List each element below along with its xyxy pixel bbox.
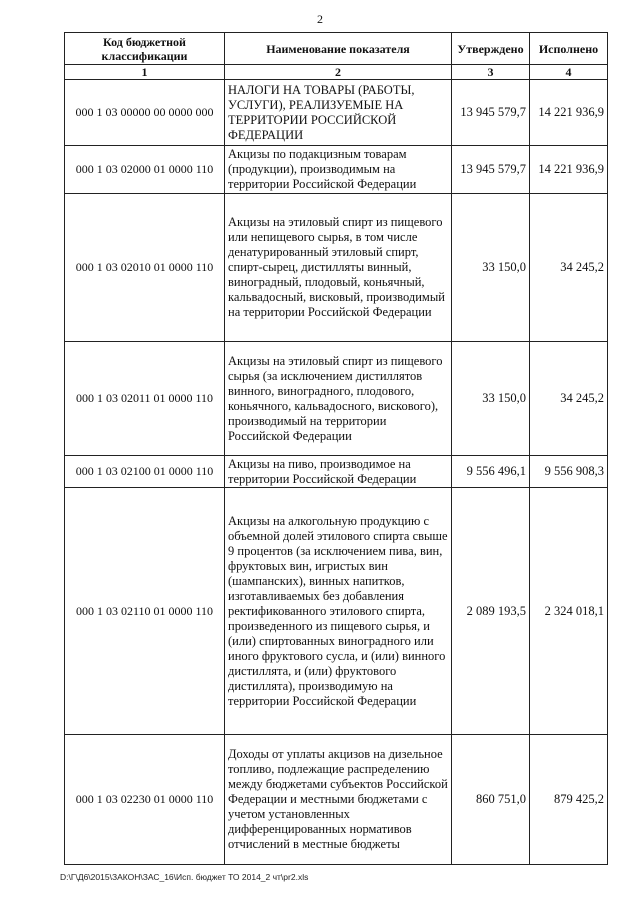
row-executed: 34 245,2 [530, 194, 608, 342]
row-code: 000 1 03 02230 01 0000 110 [65, 735, 225, 865]
table-row [65, 342, 608, 456]
row-approved: 13 945 579,7 [452, 146, 530, 194]
budget-table [64, 32, 608, 865]
table-row [65, 194, 608, 342]
row-code: 000 1 03 02110 01 0000 110 [65, 488, 225, 735]
table-row [65, 456, 608, 488]
row-name: НАЛОГИ НА ТОВАРЫ (РАБОТЫ, УСЛУГИ), РЕАЛИЗУЕМЫЕ НА ТЕРРИТОРИИ РОССИЙСКОЙ ФЕДЕРАЦИИ [225, 80, 452, 146]
row-code: 000 1 03 02010 01 0000 110 [65, 194, 225, 342]
table-row [65, 735, 608, 865]
row-executed: 879 425,2 [530, 735, 608, 865]
table-header-row [65, 33, 608, 65]
col-number-3: 3 [452, 65, 530, 80]
row-executed: 9 556 908,3 [530, 456, 608, 488]
header-approved: Утверждено [452, 33, 530, 65]
column-number-row [65, 65, 608, 80]
table-row [65, 146, 608, 194]
row-name: Акцизы по подакцизным товарам (продукции), производимым на территории Российской Федерации [225, 146, 452, 194]
header-executed: Исполнено [530, 33, 608, 65]
row-approved: 9 556 496,1 [452, 456, 530, 488]
file-path-footer: D:\Г\Д6\2015\ЗАКОН\ЗАС_16\Исп. бюджет ТО 2014_2 чт\pr2.xls [60, 872, 309, 882]
header-code: Код бюджетной классификации [65, 33, 225, 65]
header-name: Наименование показателя [225, 33, 452, 65]
row-approved: 860 751,0 [452, 735, 530, 865]
row-code: 000 1 03 02100 01 0000 110 [65, 456, 225, 488]
row-name: Доходы от уплаты акцизов на дизельное топливо, подлежащие распределению между бюджетами субъектов Российской Федерации и местными бюджетами с учетом установленных дифференцированных нормативов отчислений в местные бюджеты [225, 735, 452, 865]
row-approved: 2 089 193,5 [452, 488, 530, 735]
col-number-1: 1 [65, 65, 225, 80]
page-number: 2 [317, 12, 323, 26]
row-name: Акцизы на этиловый спирт из пищевого или непищевого сырья, в том числе денатурированный этиловый спирт, спирт-сырец, дистилляты винный, виноградный, плодовый, коньячный, кальвадосный, висковый, производимый на территории Российской Федерации [225, 194, 452, 342]
table-row [65, 80, 608, 146]
row-code: 000 1 03 00000 00 0000 000 [65, 80, 225, 146]
row-name: Акцизы на алкогольную продукцию с объемной долей этилового спирта свыше 9 процентов (за исключением пива, вин, фруктовых вин, игристых вин (шампанских), винных напитков, изготавливаемых без добавления ректификованного этилового спирта, произведенного из пищевого сырья, и (или) спиртованных виноградного или иного фруктового сусла, и (или) винного дистиллята, и (или) фруктового дистиллята), производимую на территории Российской Федерации [225, 488, 452, 735]
row-executed: 2 324 018,1 [530, 488, 608, 735]
row-name: Акцизы на этиловый спирт из пищевого сырья (за исключением дистиллятов винного, виноградного, плодового, коньячного, кальвадосного, вискового), производимый на территории Российской Федерации [225, 342, 452, 456]
col-number-2: 2 [225, 65, 452, 80]
row-executed: 14 221 936,9 [530, 146, 608, 194]
row-approved: 33 150,0 [452, 194, 530, 342]
row-code: 000 1 03 02011 01 0000 110 [65, 342, 225, 456]
table-row [65, 488, 608, 735]
col-number-4: 4 [530, 65, 608, 80]
row-approved: 13 945 579,7 [452, 80, 530, 146]
row-code: 000 1 03 02000 01 0000 110 [65, 146, 225, 194]
row-executed: 34 245,2 [530, 342, 608, 456]
row-executed: 14 221 936,9 [530, 80, 608, 146]
row-approved: 33 150,0 [452, 342, 530, 456]
row-name: Акцизы на пиво, производимое на территории Российской Федерации [225, 456, 452, 488]
